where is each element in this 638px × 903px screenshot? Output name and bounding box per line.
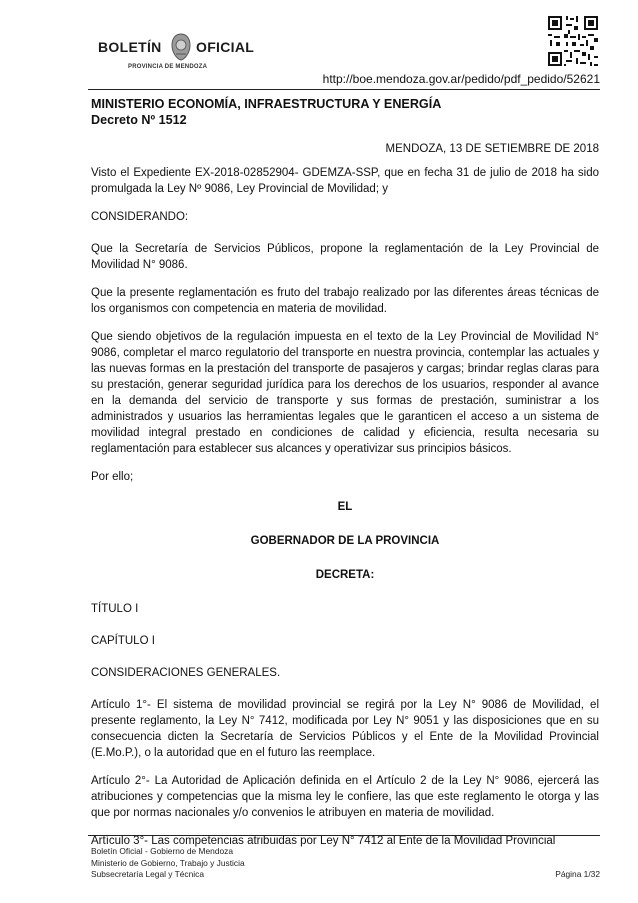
page-number: Página 1/32 <box>555 869 600 879</box>
considerando-heading: CONSIDERANDO: <box>91 211 189 223</box>
page-footer <box>91 846 245 881</box>
logo-subtitle: PROVINCIA DE MENDOZA <box>128 64 208 70</box>
por-ello-paragraph: Por ello; <box>91 471 134 483</box>
footer-line-2: Ministerio de Gobierno, Trabajo y Justicia <box>91 857 245 868</box>
visto-paragraph: Visto el Expediente EX-2018-02852904- GDEMZA-SSP, que en fecha 31 de julio de 2018 ha sido promulgada la Ley Nº 9086, Ley Provincial de Movilidad; y <box>91 167 599 195</box>
decree-date: MENDOZA, 13 DE SETIEMBRE DE 2018 <box>385 143 599 155</box>
gobernador-heading: GOBERNADOR DE LA PROVINCIA <box>250 535 440 547</box>
capitulo-heading: CAPÍTULO I <box>91 635 155 647</box>
footer-line-1: Boletín Oficial - Gobierno de Mendoza <box>91 846 233 856</box>
decree-number: Decreto Nº 1512 <box>91 113 187 127</box>
decreta-heading: DECRETA: <box>315 569 375 581</box>
considerando-paragraph-2: Que la presente reglamentación es fruto del trabajo realizado por las diferentes áreas técnicas de los organismos con competencia en materia de movilidad. <box>91 287 599 315</box>
considerando-paragraph-3: Que siendo objetivos de la regulación impuesta en el texto de la Ley Provincial de Movilidad N° 9086, completar el marco regulatorio del transporte en nuestra provincia, contemplar las actuales y las nuevas formas en la prestación del transporte de pasajeros y cargas; brindar reglas claras para su prestación, generar seguridad jurídica para los derechos de los usuarios, responder al avance en la demanda del servicio de transporte y sus formas de prestación, suministrar a los administrados y usuarios las herramientas legales que le garanticen el acceso a un sistema de movilidad integral prestado en condiciones de calidad y eficiencia, resulta necesaria su reglamentación para establecer sus alcances y operativizar sus principios básicos. <box>91 331 599 455</box>
ministry-title: MINISTERIO ECONOMÍA, INFRAESTRUCTURA Y ENERGÍA <box>91 97 442 111</box>
logo-word-oficial: OFICIAL <box>196 39 255 55</box>
titulo-heading: TÍTULO I <box>91 603 139 615</box>
article-2: Artículo 2°- La Autoridad de Aplicación definida en el Artículo 2 de la Ley N° 9086, ejercerá las atribuciones y competencias que la misma ley le confiere, las que este reglamento le otorga y las que por normas nacionales y/o convenios le atribuyen en materia de movilidad. <box>91 775 599 819</box>
logo-word-boletin: BOLETÍN <box>98 39 162 55</box>
header-divider <box>88 89 600 90</box>
article-3: Artículo 3°- Las competencias atribuidas por Ley N° 7412 al Ente de la Movilidad Provincial <box>91 835 556 847</box>
el-heading: EL <box>337 501 353 513</box>
provincial-seal-icon <box>170 32 192 62</box>
decree-body <box>91 96 599 861</box>
consideraciones-heading: CONSIDERACIONES GENERALES. <box>91 667 281 679</box>
source-url-link[interactable]: http://boe.mendoza.gov.ar/pedido/pdf_pedido/52621 <box>322 72 600 86</box>
article-1: Artículo 1°- El sistema de movilidad provincial se regirá por la Ley N° 9086 de Movilidad, el presente reglamento, la Ley N° 7412, modificada por Ley N° 9051 y las disposiciones que en su consecuencia dicten la Secretaría de Servicios Públicos y el Ente de la Movilidad Provincial (E.Mo.P.), o la autoridad que en el futuro las reemplace. <box>91 699 599 759</box>
footer-divider <box>88 835 600 836</box>
boletin-oficial-logo <box>98 28 258 78</box>
considerando-paragraph-1: Que la Secretaría de Servicios Públicos, propone la reglamentación de la Ley Provincial de Movilidad N° 9086. <box>91 243 599 271</box>
qr-code-icon <box>546 14 600 68</box>
footer-line-3: Subsecretaría Legal y Técnica <box>91 869 204 879</box>
